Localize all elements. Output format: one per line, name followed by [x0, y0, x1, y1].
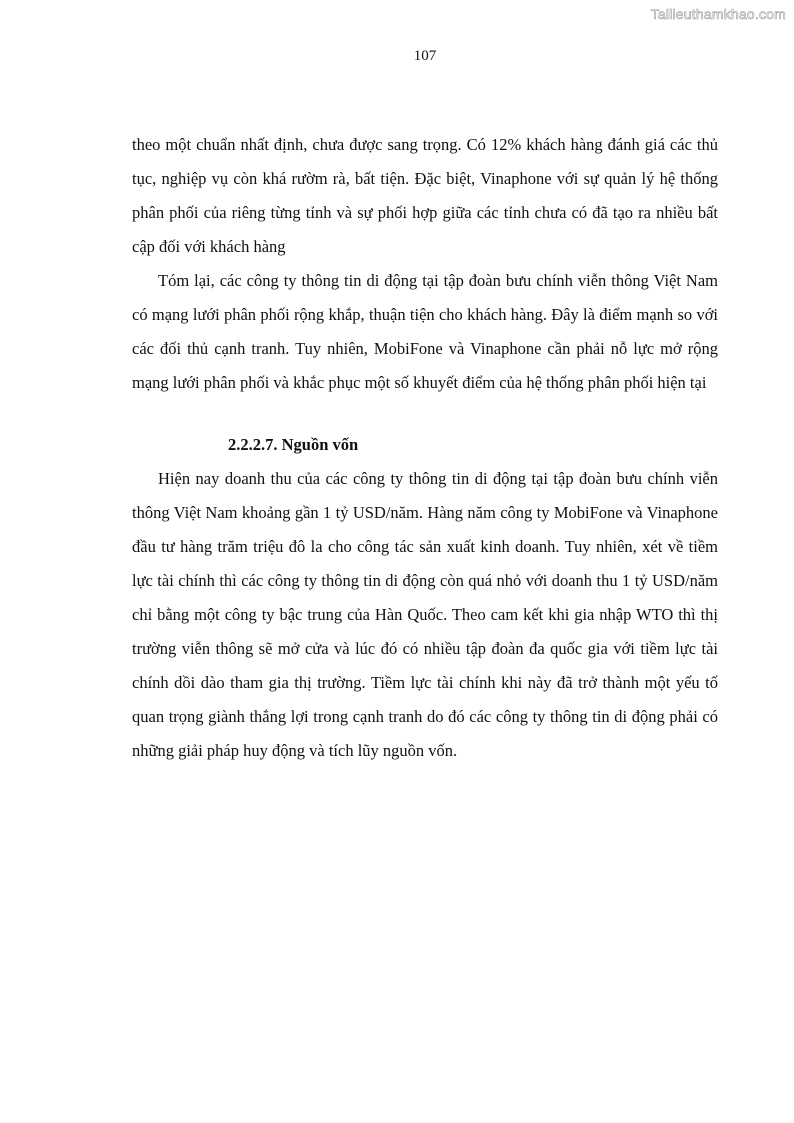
paragraph-capital: Hiện nay doanh thu của các công ty thông tin di động tại tập đoàn bưu chính viễn thông Việt Nam khoảng gần 1 tỷ USD/năm. Hàng năm công ty MobiFone và Vinaphone đầu tư hàng trăm triệu đô la cho công tác sản xuất kinh doanh. Tuy nhiên, xét về tiềm lực tài chính thì các công ty thông tin di động còn quá nhỏ với doanh thu 1 tỷ USD/năm chỉ bằng một công ty bậc trung của Hàn Quốc. Theo cam kết khi gia nhập WTO thì thị trường viễn thông sẽ mở cửa và lúc đó có nhiều tập đoàn đa quốc gia với tiềm lực tài chính dồi dào tham gia thị trường. Tiềm lực tài chính khi này đã trở thành một yếu tố quan trọng giành thắng lợi trong cạnh tranh do đó các công ty thông tin di động phải có những giải pháp huy động và tích lũy nguồn vốn. [132, 469, 718, 760]
page-number: 107 [413, 48, 437, 64]
document-body [132, 128, 718, 768]
section-heading: 2.2.2.7. Nguồn vốn [228, 435, 359, 454]
paragraph-summary: Tóm lại, các công ty thông tin di động tại tập đoàn bưu chính viễn thông Việt Nam có mạng lưới phân phối rộng khắp, thuận tiện cho khách hàng. Đây là điểm mạnh so với các đối thủ cạnh tranh. Tuy nhiên, MobiFone và Vinaphone cần phải nỗ lực mở rộng mạng lưới phân phối và khắc phục một số khuyết điểm của hệ thống phân phối hiện tại [132, 271, 718, 392]
watermark: Tailieuthamkhao.com [650, 6, 786, 22]
paragraph-continuation: theo một chuẩn nhất định, chưa được sang trọng. Có 12% khách hàng đánh giá các thủ tục, nghiệp vụ còn khá rườm rà, bất tiện. Đặc biệt, Vinaphone với sự quản lý hệ thống phân phối của riêng từng tỉnh và sự phối hợp giữa các tỉnh chưa có đã tạo ra nhiều bất cập đối với khách hàng [132, 135, 718, 256]
